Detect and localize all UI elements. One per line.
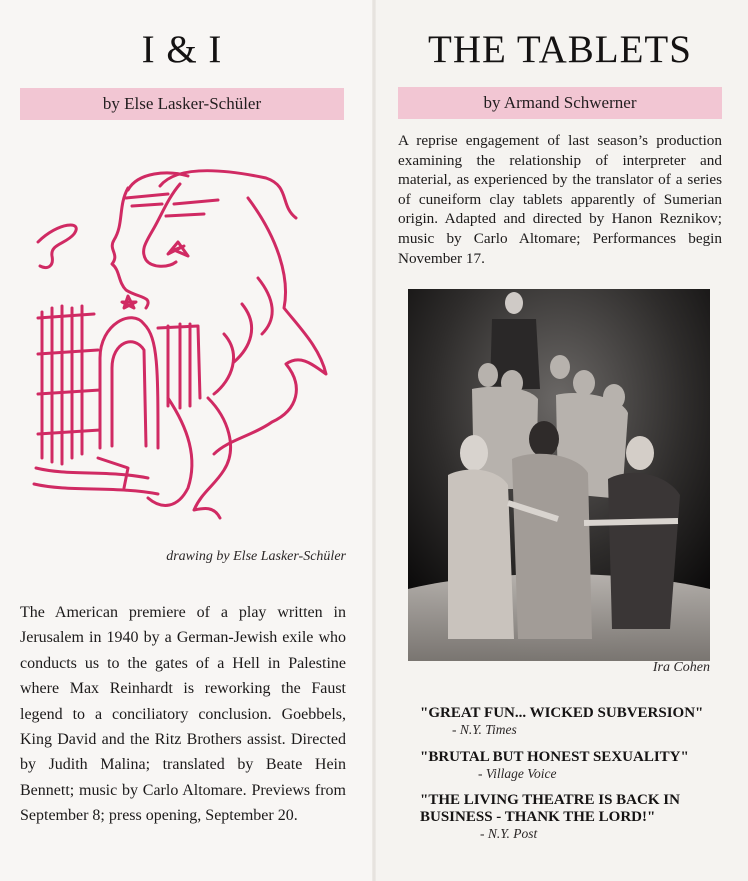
right-description: A reprise engagement of last season’s production examining the relationship of interpreter and material, as experienced by the translator of a series of cuneiform clay tablets apparently of Sumerian origin. Adapted and directed by Hanon Reznikov; music by Carlo Altomare; Performances begin November 17. — [398, 132, 722, 267]
lasker-schuler-drawing — [28, 158, 348, 542]
drawing-stroke — [194, 398, 231, 518]
drawing-stroke — [42, 306, 82, 464]
press-quote — [420, 792, 710, 842]
press-quote-source: - N.Y. Post — [480, 826, 538, 841]
drawing-stroke — [148, 398, 192, 505]
photo-credit: Ira Cohen — [652, 660, 710, 675]
drawing-stroke — [112, 342, 146, 446]
press-quote-source: - N.Y. Times — [452, 722, 517, 737]
drawing-stroke — [158, 324, 200, 408]
production-photo-graphic — [408, 289, 710, 661]
drawing-stroke — [126, 194, 168, 206]
press-quote-text: "BRUTAL BUT HONEST SEXUALITY" — [420, 749, 689, 765]
drawing-star — [168, 242, 188, 256]
production-photo — [408, 289, 710, 661]
drawing-stroke — [160, 171, 296, 218]
drawing-stroke — [214, 278, 272, 394]
right-byline: by Armand Schwerner — [398, 87, 722, 119]
drawing-stroke — [166, 200, 218, 216]
left-play-title: I & I — [141, 28, 223, 71]
page-fold — [372, 0, 376, 881]
left-byline: by Else Lasker-Schüler — [20, 88, 344, 120]
drawing-stroke — [38, 314, 100, 434]
press-quote-text: "GREAT FUN... WICKED SUBVERSION" — [420, 705, 704, 721]
drawing-stroke — [100, 318, 158, 448]
drawing-stroke — [38, 225, 76, 268]
drawing-stroke — [34, 468, 158, 494]
press-quote — [420, 749, 730, 782]
press-quote-source: - Village Voice — [478, 766, 557, 781]
drawing-stroke — [214, 198, 326, 454]
right-play-title: THE TABLETS — [428, 28, 692, 71]
press-quote — [420, 705, 730, 738]
left-description: The American premiere of a play written in Jerusalem in 1940 by a German-Jewish exile who conducts us to the gates of a Hell in Palestine where Max Reinhardt is reworking the Faust legend to a conciliatory conclusion. Goebbels, King David and the Ritz Brothers assist. Directed by Judith Malina; translated by Beate Hein Bennett; music by Carlo Altomare. Previews from September 8; press opening, September 20. — [20, 604, 346, 825]
drawing-star — [122, 296, 136, 308]
press-quote-text: "THE LIVING THEATRE IS BACK IN BUSINESS - THANK THE LORD!" — [420, 792, 680, 825]
drawing-caption: drawing by Else Lasker-Schüler — [166, 549, 346, 564]
